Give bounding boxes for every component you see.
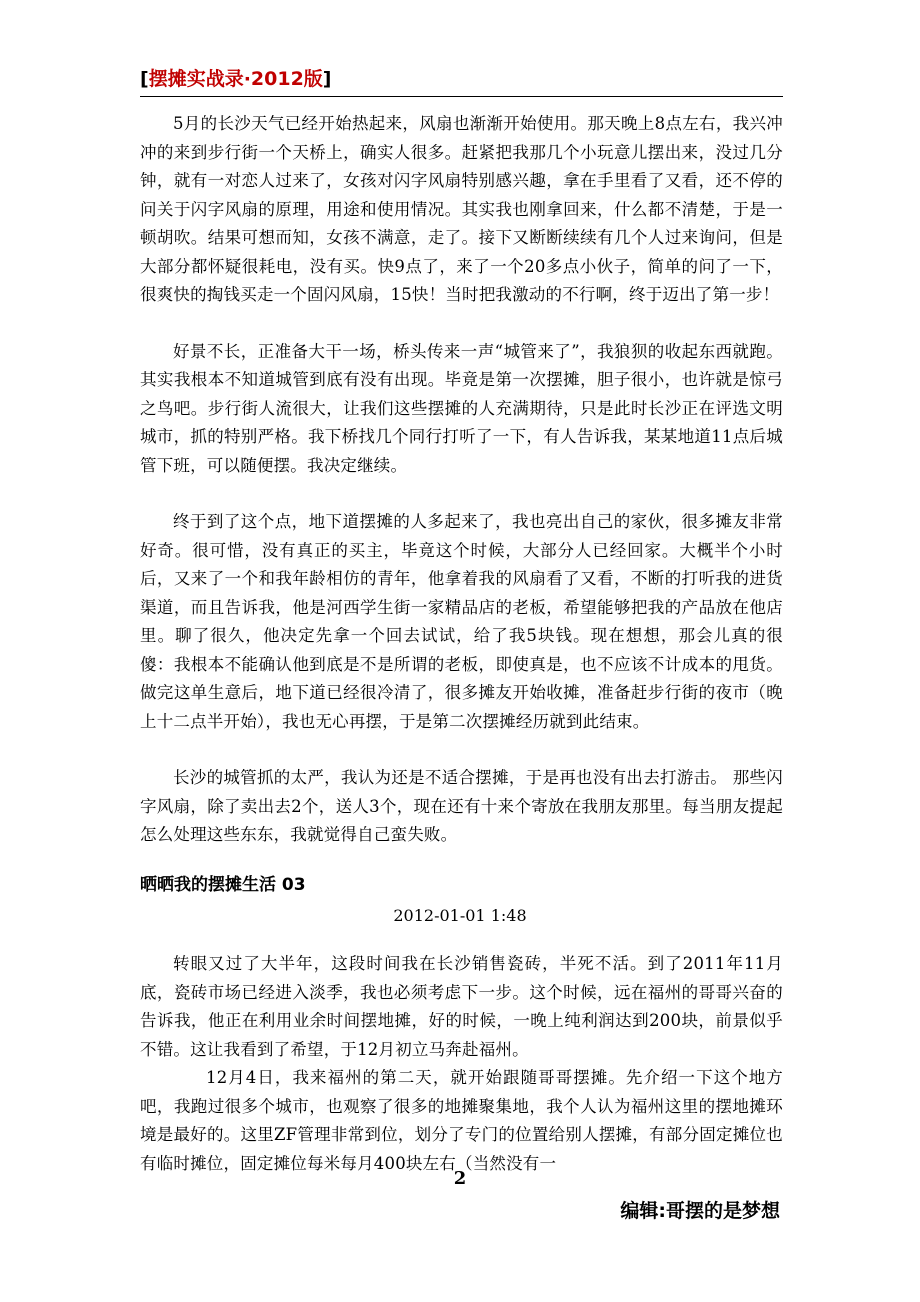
header-open-bracket: [ — [140, 68, 149, 90]
editor-credit: 编辑:哥摆的是梦想 — [620, 1200, 780, 1222]
header-close-bracket: ] — [322, 68, 332, 90]
paragraph-gap — [140, 480, 783, 508]
paragraph-4: 长沙的城管抓的太严，我认为还是不适合摆摊，于是再也没有出去打游击。 那些闪字风扇，除了卖出去2个，送人3个，现在还有十来个寄放在我朋友那里。每当朋友提起怎么处理这些东东，我就觉得自己蛮失败。 — [140, 768, 783, 844]
article-body — [140, 110, 783, 850]
page-number: 2 — [453, 1168, 467, 1189]
header-divider — [140, 96, 783, 97]
section-body — [140, 950, 783, 1178]
document-header — [140, 64, 331, 91]
paragraph-gap — [140, 310, 783, 338]
section-paragraph-2: 12月4日，我来福州的第二天，就开始跟随哥哥摆摊。先介绍一下这个地方吧，我跑过很多个城市，也观察了很多的地摊聚集地，我个人认为福州这里的摆地摊环境是最好的。这里ZF管理非常到位，划分了专门的位置给别人摆摊，有部分固定摊位也有临时摊位，固定摊位每米每月400块左右（当然没有一 — [140, 1068, 783, 1173]
section-title: 晒晒我的摆摊生活 03 — [140, 875, 306, 895]
paragraph-gap — [140, 736, 783, 764]
paragraph-3: 终于到了这个点，地下道摆摊的人多起来了，我也亮出自己的家伙，很多摊友非常好奇。很可惜，没有真正的买主，毕竟这个时候，大部分人已经回家。大概半个小时后，又来了一个和我年龄相仿的青年，他拿着我的风扇看了又看，不断的打听我的进货渠道，而且告诉我，他是河西学生街一家精品店的老板，希望能够把我的产品放在他店里。聊了很久，他决定先拿一个回去试试，给了我5块钱。现在想想，那会儿真的很傻：我根本不能确认他到底是不是所谓的老板，即使真是，也不应该不计成本的甩货。做完这单生意后，地下道已经很冷清了，很多摊友开始收摊，准备赶步行街的夜市（晚上十二点半开始），我也无心再摆，于是第二次摆摊经历就到此结束。 — [140, 512, 783, 731]
paragraph-2: 好景不长，正准备大干一场，桥头传来一声“城管来了”，我狼狈的收起东西就跑。其实我根本不知道城管到底有没有出现。毕竟是第一次摆摊，胆子很小，也许就是惊弓之鸟吧。步行街人流很大，让我们这些摆摊的人充满期待，只是此时长沙正在评选文明城市，抓的特别严格。我下桥找几个同行打听了一下，有人告诉我，某某地道11点后城管下班，可以随便摆。我决定继续。 — [140, 341, 783, 475]
paragraph-1: 5月的长沙天气已经开始热起来，风扇也渐渐开始使用。那天晚上8点左右，我兴冲冲的来到步行街一个天桥上，确实人很多。赶紧把我那几个小玩意儿摆出来，没过几分钟，就有一对恋人过来了，女孩对闪字风扇特别感兴趣，拿在手里看了又看，还不停的问关于闪字风扇的原理，用途和使用情况。其实我也刚拿回来，什么都不清楚，于是一顿胡吹。结果可想而知，女孩不满意，走了。接下又断断续续有几个人过来询问，但是大部分都怀疑很耗电，没有买。快9点了，来了一个20多点小伙子，简单的问了一下，很爽快的掏钱买走一个固闪风扇，15快！当时把我激动的不行啊，终于迈出了第一步！ — [140, 114, 783, 304]
section-timestamp: 2012-01-01 1:48 — [393, 906, 527, 925]
section-paragraph-1: 转眼又过了大半年，这段时间我在长沙销售瓷砖，半死不活。到了2011年11月底，瓷砖市场已经进入淡季，我也必须考虑下一步。这个时候，远在福州的哥哥兴奋的告诉我，他正在利用业余时间摆地摊，好的时候，一晚上纯利润达到200块，前景似乎不错。这让我看到了希望，于12月初立马奔赴福州。 — [140, 954, 783, 1059]
header-title: 摆摊实战录·2012版 — [148, 68, 323, 90]
